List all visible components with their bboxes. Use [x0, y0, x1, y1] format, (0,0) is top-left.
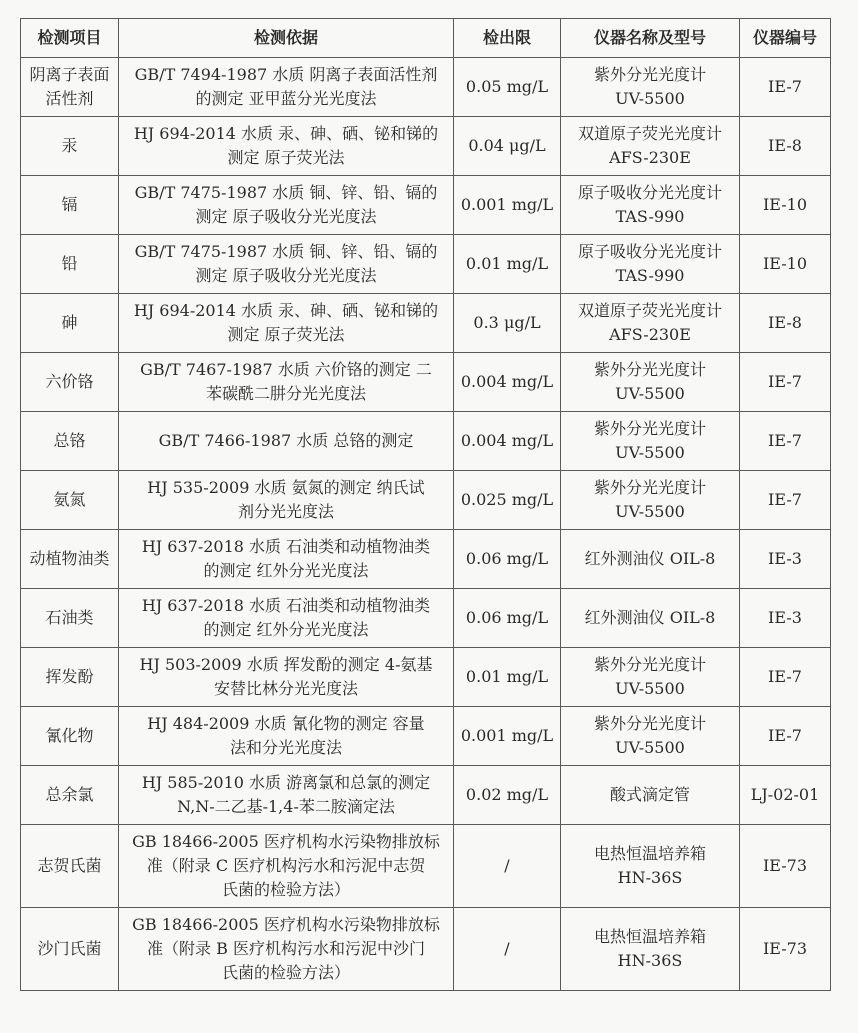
cell-basis-line: 的测定 红外分光光度法 — [203, 561, 369, 580]
cell-instrument-line: UV-5500 — [615, 384, 685, 403]
cell-limit: 0.004 mg/L — [454, 412, 561, 471]
cell-instrument — [561, 766, 740, 825]
table-row — [21, 707, 831, 766]
cell-limit: 0.06 mg/L — [454, 589, 561, 648]
cell-basis-line: HJ 585-2010 水质 游离氯和总氯的测定 — [141, 773, 431, 792]
cell-instrument-line: 紫外分光光度计 — [593, 714, 706, 733]
cell-basis-line: 准（附录 C 医疗机构污水和污泥中志贺 — [146, 856, 426, 875]
cell-basis-line: 氏菌的检验方法） — [221, 880, 350, 899]
cell-basis-line: HJ 484-2009 水质 氰化物的测定 容量 — [147, 714, 425, 733]
cell-item-line: 砷 — [61, 313, 78, 332]
cell-instrument — [561, 176, 740, 235]
cell-basis-line: GB/T 7494-1987 水质 阴离子表面活性剂 — [134, 65, 438, 84]
cell-basis — [119, 117, 454, 176]
header-basis: 检测依据 — [119, 19, 454, 58]
cell-basis — [119, 471, 454, 530]
header-limit: 检出限 — [454, 19, 561, 58]
cell-limit: 0.01 mg/L — [454, 235, 561, 294]
cell-instrument-line: HN-36S — [617, 951, 683, 970]
table-row — [21, 908, 831, 991]
cell-basis-line: 氏菌的检验方法） — [221, 963, 350, 982]
cell-limit: 0.001 mg/L — [454, 176, 561, 235]
header-instrument-id: 仪器编号 — [740, 19, 831, 58]
cell-basis-line: GB 18466-2005 医疗机构水污染物排放标 — [132, 832, 440, 851]
cell-item — [21, 412, 119, 471]
cell-item — [21, 648, 119, 707]
cell-instrument-line: UV-5500 — [615, 502, 685, 521]
cell-instrument-id: IE-7 — [740, 648, 831, 707]
cell-instrument-line: UV-5500 — [615, 443, 685, 462]
cell-limit: 0.3 μg/L — [454, 294, 561, 353]
cell-instrument-line: UV-5500 — [615, 738, 685, 757]
cell-limit: 0.02 mg/L — [454, 766, 561, 825]
cell-basis-line: HJ 637-2018 水质 石油类和动植物油类 — [141, 537, 431, 556]
cell-item-line: 镉 — [61, 195, 78, 214]
cell-item — [21, 766, 119, 825]
cell-instrument-id: IE-7 — [740, 58, 831, 117]
table-row — [21, 648, 831, 707]
cell-basis — [119, 235, 454, 294]
cell-instrument-id: IE-3 — [740, 530, 831, 589]
cell-instrument-line: TAS-990 — [615, 207, 685, 226]
cell-item-line: 总余氯 — [45, 785, 94, 804]
table-row — [21, 530, 831, 589]
cell-basis-line: HJ 503-2009 水质 挥发酚的测定 4-氨基 — [139, 655, 433, 674]
cell-item-line: 活性剂 — [45, 89, 94, 108]
cell-item-line: 志贺氏菌 — [37, 856, 102, 875]
cell-instrument-line: 双道原子荧光光度计 — [577, 301, 722, 320]
detection-methods-table — [20, 18, 831, 991]
cell-item — [21, 235, 119, 294]
cell-instrument — [561, 294, 740, 353]
cell-instrument-line: AFS-230E — [609, 325, 691, 344]
table-row — [21, 58, 831, 117]
cell-basis-line: 剂分光光度法 — [237, 502, 334, 521]
header-item: 检测项目 — [21, 19, 119, 58]
table-row — [21, 412, 831, 471]
table-row — [21, 294, 831, 353]
cell-instrument-id: IE-73 — [740, 908, 831, 991]
cell-item — [21, 908, 119, 991]
cell-instrument-line: 紫外分光光度计 — [593, 419, 706, 438]
cell-instrument-line: UV-5500 — [615, 679, 685, 698]
cell-basis-line: 法和分光光度法 — [229, 738, 342, 757]
cell-instrument-id: IE-10 — [740, 235, 831, 294]
cell-instrument-id: IE-3 — [740, 589, 831, 648]
cell-basis-line: 苯碳酰二肼分光光度法 — [205, 384, 366, 403]
cell-basis — [119, 908, 454, 991]
cell-instrument-id: LJ-02-01 — [740, 766, 831, 825]
cell-instrument — [561, 235, 740, 294]
cell-basis-line: HJ 535-2009 水质 氨氮的测定 纳氏试 — [147, 478, 425, 497]
cell-instrument-line: 紫外分光光度计 — [593, 360, 706, 379]
cell-instrument-line: 红外测油仪 OIL-8 — [584, 608, 716, 627]
cell-item — [21, 353, 119, 412]
cell-basis-line: N,N-二乙基-1,4-苯二胺滴定法 — [177, 797, 395, 816]
cell-limit: 0.06 mg/L — [454, 530, 561, 589]
table-row — [21, 176, 831, 235]
cell-item — [21, 471, 119, 530]
cell-instrument-line: 原子吸收分光光度计 — [577, 242, 722, 261]
cell-basis-line: 的测定 亚甲蓝分光光度法 — [195, 89, 377, 108]
cell-basis — [119, 353, 454, 412]
cell-instrument-line: TAS-990 — [615, 266, 685, 285]
cell-instrument-id: IE-7 — [740, 471, 831, 530]
cell-instrument — [561, 707, 740, 766]
cell-basis — [119, 707, 454, 766]
cell-item — [21, 58, 119, 117]
cell-instrument-line: HN-36S — [617, 868, 683, 887]
cell-limit: 0.05 mg/L — [454, 58, 561, 117]
cell-limit: 0.001 mg/L — [454, 707, 561, 766]
cell-instrument-id: IE-73 — [740, 825, 831, 908]
cell-item-line: 总铬 — [53, 431, 86, 450]
cell-item-line: 六价铬 — [45, 372, 94, 391]
cell-item — [21, 707, 119, 766]
cell-item — [21, 530, 119, 589]
cell-basis — [119, 589, 454, 648]
cell-instrument — [561, 471, 740, 530]
cell-basis-line: 安替比林分光光度法 — [213, 679, 358, 698]
cell-basis-line: 的测定 红外分光光度法 — [203, 620, 369, 639]
cell-instrument — [561, 117, 740, 176]
cell-basis-line: 测定 原子吸收分光光度法 — [195, 266, 377, 285]
cell-limit: / — [454, 908, 561, 991]
cell-basis-line: GB/T 7475-1987 水质 铜、锌、铅、镉的 — [134, 242, 438, 261]
cell-instrument-id: IE-7 — [740, 412, 831, 471]
cell-item — [21, 176, 119, 235]
cell-instrument — [561, 648, 740, 707]
cell-item-line: 石油类 — [45, 608, 94, 627]
cell-instrument-line: 紫外分光光度计 — [593, 478, 706, 497]
cell-limit: 0.025 mg/L — [454, 471, 561, 530]
cell-item-line: 氰化物 — [45, 726, 94, 745]
table-row — [21, 353, 831, 412]
cell-instrument — [561, 58, 740, 117]
cell-instrument-line: UV-5500 — [615, 89, 685, 108]
table-row — [21, 235, 831, 294]
cell-instrument-line: 双道原子荧光光度计 — [577, 124, 722, 143]
cell-basis — [119, 648, 454, 707]
cell-item — [21, 117, 119, 176]
cell-instrument-line: 电热恒温培养箱 — [593, 927, 706, 946]
cell-item-line: 阴离子表面 — [29, 65, 110, 84]
table-row — [21, 471, 831, 530]
header-instrument: 仪器名称及型号 — [561, 19, 740, 58]
cell-basis — [119, 825, 454, 908]
table-header-row — [21, 19, 831, 58]
cell-instrument — [561, 825, 740, 908]
table-row — [21, 117, 831, 176]
cell-instrument — [561, 589, 740, 648]
cell-instrument-line: 紫外分光光度计 — [593, 65, 706, 84]
cell-instrument — [561, 412, 740, 471]
cell-limit: / — [454, 825, 561, 908]
cell-instrument-id: IE-8 — [740, 117, 831, 176]
cell-basis-line: 测定 原子荧光法 — [227, 325, 345, 344]
cell-item-line: 汞 — [61, 136, 78, 155]
cell-instrument-line: 酸式滴定管 — [609, 785, 690, 804]
cell-basis-line: 测定 原子吸收分光光度法 — [195, 207, 377, 226]
table-row — [21, 825, 831, 908]
cell-basis — [119, 176, 454, 235]
cell-basis-line: 测定 原子荧光法 — [227, 148, 345, 167]
cell-instrument-line: 紫外分光光度计 — [593, 655, 706, 674]
cell-instrument — [561, 530, 740, 589]
cell-instrument-id: IE-7 — [740, 353, 831, 412]
cell-basis-line: HJ 694-2014 水质 汞、砷、硒、铋和锑的 — [133, 124, 439, 143]
cell-instrument-id: IE-10 — [740, 176, 831, 235]
cell-instrument-id: IE-7 — [740, 707, 831, 766]
cell-basis-line: HJ 694-2014 水质 汞、砷、硒、铋和锑的 — [133, 301, 439, 320]
cell-basis-line: HJ 637-2018 水质 石油类和动植物油类 — [141, 596, 431, 615]
cell-instrument — [561, 908, 740, 991]
cell-basis-line: 准（附录 B 医疗机构污水和污泥中沙门 — [147, 939, 425, 958]
cell-item — [21, 589, 119, 648]
cell-limit: 0.01 mg/L — [454, 648, 561, 707]
table-row — [21, 589, 831, 648]
cell-instrument-line: AFS-230E — [609, 148, 691, 167]
cell-item-line: 氨氮 — [53, 490, 86, 509]
cell-basis — [119, 530, 454, 589]
cell-basis-line: GB/T 7475-1987 水质 铜、锌、铅、镉的 — [134, 183, 438, 202]
cell-basis-line: GB 18466-2005 医疗机构水污染物排放标 — [132, 915, 440, 934]
cell-basis — [119, 766, 454, 825]
cell-basis — [119, 412, 454, 471]
table-row — [21, 766, 831, 825]
cell-instrument-line: 电热恒温培养箱 — [593, 844, 706, 863]
cell-item-line: 挥发酚 — [45, 667, 94, 686]
cell-basis — [119, 58, 454, 117]
cell-basis-line: GB/T 7467-1987 水质 六价铬的测定 二 — [140, 360, 432, 379]
cell-item-line: 动植物油类 — [29, 549, 110, 568]
cell-item-line: 铅 — [61, 254, 78, 273]
cell-instrument-line: 原子吸收分光光度计 — [577, 183, 722, 202]
cell-limit: 0.004 mg/L — [454, 353, 561, 412]
cell-limit: 0.04 μg/L — [454, 117, 561, 176]
cell-item — [21, 294, 119, 353]
cell-basis-line: GB/T 7466-1987 水质 总铬的测定 — [158, 431, 414, 450]
cell-item — [21, 825, 119, 908]
cell-instrument — [561, 353, 740, 412]
cell-item-line: 沙门氏菌 — [37, 939, 102, 958]
cell-basis — [119, 294, 454, 353]
cell-instrument-line: 红外测油仪 OIL-8 — [584, 549, 716, 568]
cell-instrument-id: IE-8 — [740, 294, 831, 353]
